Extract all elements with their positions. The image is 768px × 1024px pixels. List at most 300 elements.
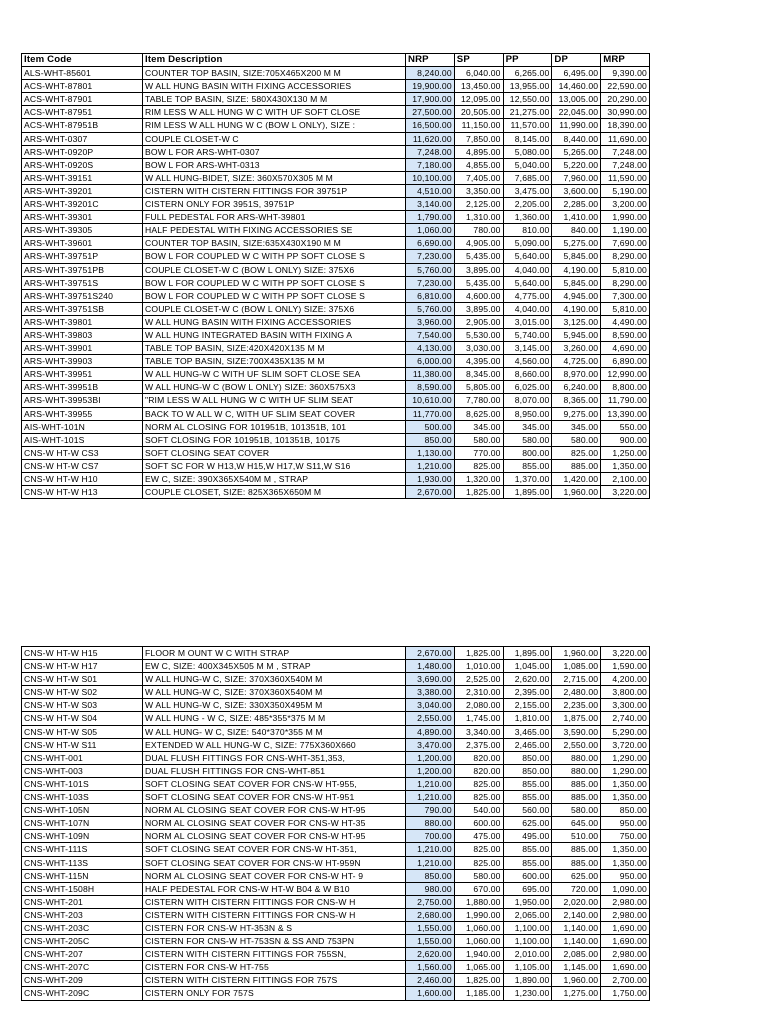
cell-mrp: 950.00 xyxy=(601,817,650,830)
cell-item-description: EW C, SIZE: 390X365X540M M , STRAP xyxy=(143,473,406,486)
cell-mrp: 1,350.00 xyxy=(601,459,650,472)
cell-item-description: CISTERN ONLY FOR 3951S, 39751P xyxy=(143,198,406,211)
cell-item-description: COUNTER TOP BASIN, SIZE:705X465X200 M M xyxy=(143,67,406,80)
cell-sp: 2,080.00 xyxy=(454,699,503,712)
cell-sp: 3,340.00 xyxy=(454,725,503,738)
cell-nrp: 7,180.00 xyxy=(406,158,455,171)
cell-item-code: ALS-WHT-85601 xyxy=(22,67,143,80)
cell-item-code: CNS-WHT-209 xyxy=(22,974,143,987)
cell-sp: 5,435.00 xyxy=(454,276,503,289)
cell-nrp: 10,610.00 xyxy=(406,394,455,407)
cell-item-description: SOFT CLOSING FOR 101951B, 101351B, 10175 xyxy=(143,433,406,446)
cell-item-description: BOW L FOR COUPLED W C WITH PP SOFT CLOSE S xyxy=(143,250,406,263)
cell-item-description: W ALL HUNG-W C, SIZE: 370X360X540M M xyxy=(143,673,406,686)
cell-nrp: 1,130.00 xyxy=(406,446,455,459)
table-row xyxy=(22,751,650,764)
cell-mrp: 4,200.00 xyxy=(601,673,650,686)
cell-dp: 3,260.00 xyxy=(552,342,601,355)
cell-sp: 825.00 xyxy=(454,856,503,869)
cell-item-code: ARS-WHT-39751S240 xyxy=(22,289,143,302)
cell-sp: 580.00 xyxy=(454,869,503,882)
cell-item-description: SOFT CLOSING SEAT COVER FOR CNS-W HT-959N xyxy=(143,856,406,869)
cell-pp: 1,100.00 xyxy=(503,935,552,948)
cell-item-description: W ALL HUNG-W C WITH UF SLIM SOFT CLOSE SEA xyxy=(143,368,406,381)
cell-pp: 800.00 xyxy=(503,446,552,459)
cell-mrp: 3,220.00 xyxy=(601,486,650,499)
cell-dp: 1,140.00 xyxy=(552,935,601,948)
cell-item-code: CNS-WHT-111S xyxy=(22,843,143,856)
cell-mrp: 8,590.00 xyxy=(601,328,650,341)
cell-sp: 11,150.00 xyxy=(454,119,503,132)
cell-pp: 3,145.00 xyxy=(503,342,552,355)
cell-mrp: 22,590.00 xyxy=(601,80,650,93)
cell-sp: 20,505.00 xyxy=(454,106,503,119)
table-row xyxy=(22,289,650,302)
cell-nrp: 7,248.00 xyxy=(406,145,455,158)
cell-item-description: BOW L FOR ARS-WHT-0307 xyxy=(143,145,406,158)
cell-pp: 1,890.00 xyxy=(503,974,552,987)
table-row xyxy=(22,961,650,974)
table-row xyxy=(22,895,650,908)
cell-pp: 345.00 xyxy=(503,420,552,433)
cell-nrp: 1,060.00 xyxy=(406,224,455,237)
table-row xyxy=(22,106,650,119)
cell-dp: 1,420.00 xyxy=(552,473,601,486)
cell-dp: 1,960.00 xyxy=(552,647,601,660)
cell-pp: 5,640.00 xyxy=(503,276,552,289)
table-row xyxy=(22,342,650,355)
cell-item-code: CNS-W HT-W H13 xyxy=(22,486,143,499)
cell-sp: 8,625.00 xyxy=(454,407,503,420)
cell-item-code: ARS-WHT-39751PB xyxy=(22,263,143,276)
cell-item-description: SOFT CLOSING SEAT COVER FOR CNS-W HT-351, xyxy=(143,843,406,856)
cell-pp: 4,560.00 xyxy=(503,355,552,368)
cell-sp: 5,530.00 xyxy=(454,328,503,341)
cell-item-code: CNS-WHT-113S xyxy=(22,856,143,869)
table-row xyxy=(22,869,650,882)
cell-item-description: TABLE TOP BASIN, SIZE:420X420X135 M M xyxy=(143,342,406,355)
cell-item-description: W ALL HUNG INTEGRATED BASIN WITH FIXING A xyxy=(143,328,406,341)
cell-mrp: 4,690.00 xyxy=(601,342,650,355)
cell-sp: 1,745.00 xyxy=(454,712,503,725)
cell-pp: 4,040.00 xyxy=(503,302,552,315)
cell-mrp: 850.00 xyxy=(601,804,650,817)
cell-item-description: BACK TO W ALL W C, WITH UF SLIM SEAT COVER xyxy=(143,407,406,420)
cell-pp: 560.00 xyxy=(503,804,552,817)
table-row xyxy=(22,921,650,934)
cell-sp: 780.00 xyxy=(454,224,503,237)
cell-nrp: 1,210.00 xyxy=(406,843,455,856)
table-row xyxy=(22,830,650,843)
table-row xyxy=(22,843,650,856)
cell-dp: 11,990.00 xyxy=(552,119,601,132)
cell-sp: 3,895.00 xyxy=(454,302,503,315)
table-row xyxy=(22,355,650,368)
cell-item-code: ARS-WHT-39903 xyxy=(22,355,143,368)
cell-dp: 8,365.00 xyxy=(552,394,601,407)
cell-pp: 8,145.00 xyxy=(503,132,552,145)
cell-sp: 345.00 xyxy=(454,420,503,433)
cell-nrp: 700.00 xyxy=(406,830,455,843)
cell-item-code: CNS-WHT-003 xyxy=(22,764,143,777)
cell-sp: 1,060.00 xyxy=(454,935,503,948)
cell-item-code: ARS-WHT-39751SB xyxy=(22,302,143,315)
cell-item-code: CNS-WHT-115N xyxy=(22,869,143,882)
cell-pp: 6,025.00 xyxy=(503,381,552,394)
cell-sp: 2,125.00 xyxy=(454,198,503,211)
cell-pp: 4,040.00 xyxy=(503,263,552,276)
cell-dp: 580.00 xyxy=(552,433,601,446)
cell-nrp: 11,380.00 xyxy=(406,368,455,381)
cell-item-code: CNS-W HT-W S03 xyxy=(22,699,143,712)
cell-mrp: 550.00 xyxy=(601,420,650,433)
cell-mrp: 4,490.00 xyxy=(601,315,650,328)
cell-sp: 1,010.00 xyxy=(454,660,503,673)
cell-mrp: 2,700.00 xyxy=(601,974,650,987)
cell-item-description: NORM AL CLOSING SEAT COVER FOR CNS-W HT-35 xyxy=(143,817,406,830)
cell-dp: 2,140.00 xyxy=(552,908,601,921)
cell-mrp: 1,090.00 xyxy=(601,882,650,895)
table-body-top xyxy=(22,67,650,499)
table-row xyxy=(22,407,650,420)
cell-mrp: 1,350.00 xyxy=(601,791,650,804)
cell-dp: 1,875.00 xyxy=(552,712,601,725)
cell-nrp: 1,210.00 xyxy=(406,459,455,472)
cell-dp: 345.00 xyxy=(552,420,601,433)
cell-nrp: 1,210.00 xyxy=(406,791,455,804)
cell-nrp: 5,760.00 xyxy=(406,302,455,315)
cell-item-description: W ALL HUNG BASIN WITH FIXING ACCESSORIES xyxy=(143,315,406,328)
cell-pp: 1,230.00 xyxy=(503,987,552,1000)
cell-sp: 1,065.00 xyxy=(454,961,503,974)
cell-item-code: AIS-WHT-101S xyxy=(22,433,143,446)
cell-item-description: HALF PEDESTAL FOR CNS-W HT-W B04 & W B10 xyxy=(143,882,406,895)
cell-mrp: 7,300.00 xyxy=(601,289,650,302)
cell-nrp: 1,560.00 xyxy=(406,961,455,974)
table-header-row xyxy=(22,54,650,67)
table-row xyxy=(22,93,650,106)
cell-mrp: 2,740.00 xyxy=(601,712,650,725)
cell-item-code: CNS-WHT-201 xyxy=(22,895,143,908)
table-row xyxy=(22,738,650,751)
table-row xyxy=(22,315,650,328)
cell-pp: 3,465.00 xyxy=(503,725,552,738)
cell-sp: 5,805.00 xyxy=(454,381,503,394)
cell-dp: 5,845.00 xyxy=(552,276,601,289)
cell-dp: 5,265.00 xyxy=(552,145,601,158)
cell-mrp: 2,100.00 xyxy=(601,473,650,486)
cell-item-description: TABLE TOP BASIN, SIZE: 580X430X130 M M xyxy=(143,93,406,106)
cell-pp: 1,895.00 xyxy=(503,647,552,660)
cell-item-code: ACS-WHT-87951 xyxy=(22,106,143,119)
cell-pp: 855.00 xyxy=(503,459,552,472)
cell-mrp: 11,590.00 xyxy=(601,171,650,184)
cell-dp: 13,005.00 xyxy=(552,93,601,106)
cell-item-code: CNS-W HT-W S11 xyxy=(22,738,143,751)
cell-mrp: 1,290.00 xyxy=(601,751,650,764)
cell-dp: 4,725.00 xyxy=(552,355,601,368)
cell-nrp: 11,620.00 xyxy=(406,132,455,145)
cell-pp: 2,155.00 xyxy=(503,699,552,712)
cell-mrp: 1,750.00 xyxy=(601,987,650,1000)
cell-item-code: ARS-WHT-39201C xyxy=(22,198,143,211)
cell-item-code: CNS-WHT-207C xyxy=(22,961,143,974)
cell-mrp: 5,810.00 xyxy=(601,302,650,315)
cell-sp: 1,990.00 xyxy=(454,908,503,921)
cell-item-description: CISTERN ONLY FOR 757S xyxy=(143,987,406,1000)
cell-sp: 770.00 xyxy=(454,446,503,459)
cell-mrp: 3,800.00 xyxy=(601,686,650,699)
cell-pp: 1,100.00 xyxy=(503,921,552,934)
cell-pp: 6,265.00 xyxy=(503,67,552,80)
cell-mrp: 3,720.00 xyxy=(601,738,650,751)
cell-item-description: CISTERN FOR CNS-W HT-353N & S xyxy=(143,921,406,934)
cell-item-code: CNS-W HT-W S05 xyxy=(22,725,143,738)
cell-item-code: ACS-WHT-87901 xyxy=(22,93,143,106)
cell-item-description: W ALL HUNG - W C, SIZE: 485*355*375 M M xyxy=(143,712,406,725)
cell-item-code: ACS-WHT-87951B xyxy=(22,119,143,132)
cell-item-code: ARS-WHT-39803 xyxy=(22,328,143,341)
cell-sp: 1,940.00 xyxy=(454,948,503,961)
cell-mrp: 2,980.00 xyxy=(601,908,650,921)
cell-dp: 8,440.00 xyxy=(552,132,601,145)
cell-mrp: 30,990.00 xyxy=(601,106,650,119)
cell-dp: 1,410.00 xyxy=(552,211,601,224)
cell-item-description: W ALL HUNG-W C, SIZE: 370X360X540M M xyxy=(143,686,406,699)
cell-dp: 880.00 xyxy=(552,764,601,777)
cell-sp: 3,895.00 xyxy=(454,263,503,276)
header-pp: PP xyxy=(503,54,552,67)
cell-item-description: W ALL HUNG-W C, SIZE: 330X350X495M M xyxy=(143,699,406,712)
cell-item-code: CNS-W HT-W H15 xyxy=(22,647,143,660)
cell-item-description: DUAL FLUSH FITTINGS FOR CNS-WHT-351,353, xyxy=(143,751,406,764)
cell-pp: 1,950.00 xyxy=(503,895,552,908)
cell-sp: 825.00 xyxy=(454,791,503,804)
cell-mrp: 3,200.00 xyxy=(601,198,650,211)
cell-item-code: ARS-WHT-39151 xyxy=(22,171,143,184)
cell-sp: 1,825.00 xyxy=(454,486,503,499)
cell-pp: 11,570.00 xyxy=(503,119,552,132)
cell-mrp: 900.00 xyxy=(601,433,650,446)
cell-dp: 625.00 xyxy=(552,869,601,882)
cell-mrp: 9,390.00 xyxy=(601,67,650,80)
cell-item-code: CNS-WHT-105N xyxy=(22,804,143,817)
cell-pp: 580.00 xyxy=(503,433,552,446)
cell-item-description: SOFT CLOSING SEAT COVER FOR CNS-W HT-955, xyxy=(143,777,406,790)
cell-dp: 2,235.00 xyxy=(552,699,601,712)
cell-nrp: 7,540.00 xyxy=(406,328,455,341)
cell-mrp: 1,590.00 xyxy=(601,660,650,673)
cell-item-code: AIS-WHT-101N xyxy=(22,420,143,433)
cell-nrp: 3,690.00 xyxy=(406,673,455,686)
cell-pp: 855.00 xyxy=(503,856,552,869)
cell-dp: 5,275.00 xyxy=(552,237,601,250)
cell-dp: 1,960.00 xyxy=(552,486,601,499)
cell-pp: 495.00 xyxy=(503,830,552,843)
cell-nrp: 2,550.00 xyxy=(406,712,455,725)
cell-dp: 2,020.00 xyxy=(552,895,601,908)
cell-mrp: 20,290.00 xyxy=(601,93,650,106)
cell-dp: 510.00 xyxy=(552,830,601,843)
cell-sp: 4,855.00 xyxy=(454,158,503,171)
cell-item-description: NORM AL CLOSING FOR 101951B, 101351B, 101 xyxy=(143,420,406,433)
table-row xyxy=(22,712,650,725)
cell-sp: 600.00 xyxy=(454,817,503,830)
cell-dp: 825.00 xyxy=(552,446,601,459)
table-row xyxy=(22,686,650,699)
cell-pp: 625.00 xyxy=(503,817,552,830)
cell-pp: 600.00 xyxy=(503,869,552,882)
header-mrp: MRP xyxy=(601,54,650,67)
cell-mrp: 12,990.00 xyxy=(601,368,650,381)
table-row xyxy=(22,263,650,276)
table-row xyxy=(22,158,650,171)
cell-item-description: SOFT SC FOR W H13,W H15,W H17,W S11,W S16 xyxy=(143,459,406,472)
table-row xyxy=(22,791,650,804)
cell-nrp: 10,100.00 xyxy=(406,171,455,184)
cell-dp: 9,275.00 xyxy=(552,407,601,420)
table-row xyxy=(22,420,650,433)
table-row xyxy=(22,132,650,145)
header-dp: DP xyxy=(552,54,601,67)
cell-nrp: 850.00 xyxy=(406,869,455,882)
cell-dp: 885.00 xyxy=(552,777,601,790)
cell-pp: 4,775.00 xyxy=(503,289,552,302)
cell-pp: 5,090.00 xyxy=(503,237,552,250)
cell-item-code: CNS-WHT-101S xyxy=(22,777,143,790)
cell-nrp: 8,590.00 xyxy=(406,381,455,394)
table-row xyxy=(22,777,650,790)
header-nrp: NRP xyxy=(406,54,455,67)
cell-mrp: 5,810.00 xyxy=(601,263,650,276)
cell-pp: 5,080.00 xyxy=(503,145,552,158)
cell-sp: 2,525.00 xyxy=(454,673,503,686)
cell-dp: 4,945.00 xyxy=(552,289,601,302)
cell-item-description: EXTENDED W ALL HUNG-W C, SIZE: 775X360X660 xyxy=(143,738,406,751)
cell-sp: 540.00 xyxy=(454,804,503,817)
cell-nrp: 1,210.00 xyxy=(406,856,455,869)
cell-mrp: 7,248.00 xyxy=(601,145,650,158)
cell-item-description: CISTERN WITH CISTERN FITTINGS FOR CNS-W H xyxy=(143,908,406,921)
cell-dp: 885.00 xyxy=(552,856,601,869)
cell-dp: 1,140.00 xyxy=(552,921,601,934)
cell-dp: 4,190.00 xyxy=(552,302,601,315)
cell-item-description: CISTERN WITH CISTERN FITTINGS FOR 755SN, xyxy=(143,948,406,961)
cell-item-code: ARS-WHT-39201 xyxy=(22,184,143,197)
table-body-bottom xyxy=(22,647,650,1001)
cell-dp: 8,970.00 xyxy=(552,368,601,381)
cell-mrp: 3,220.00 xyxy=(601,647,650,660)
cell-nrp: 980.00 xyxy=(406,882,455,895)
header-item-description: Item Description xyxy=(143,54,406,67)
cell-pp: 2,620.00 xyxy=(503,673,552,686)
cell-item-code: ARS-WHT-39951 xyxy=(22,368,143,381)
cell-dp: 4,190.00 xyxy=(552,263,601,276)
cell-dp: 2,085.00 xyxy=(552,948,601,961)
cell-item-code: CNS-WHT-103S xyxy=(22,791,143,804)
cell-sp: 1,185.00 xyxy=(454,987,503,1000)
cell-nrp: 3,960.00 xyxy=(406,315,455,328)
cell-item-code: ARS-WHT-39751P xyxy=(22,250,143,263)
table-row xyxy=(22,198,650,211)
cell-item-code: CNS-WHT-107N xyxy=(22,817,143,830)
cell-nrp: 2,670.00 xyxy=(406,647,455,660)
cell-sp: 4,895.00 xyxy=(454,145,503,158)
table-row xyxy=(22,948,650,961)
cell-mrp: 6,890.00 xyxy=(601,355,650,368)
table-row xyxy=(22,908,650,921)
cell-dp: 645.00 xyxy=(552,817,601,830)
cell-item-code: ARS-WHT-0920S xyxy=(22,158,143,171)
cell-nrp: 17,900.00 xyxy=(406,93,455,106)
cell-pp: 2,205.00 xyxy=(503,198,552,211)
cell-sp: 5,435.00 xyxy=(454,250,503,263)
cell-dp: 2,715.00 xyxy=(552,673,601,686)
cell-dp: 1,085.00 xyxy=(552,660,601,673)
cell-pp: 3,475.00 xyxy=(503,184,552,197)
cell-nrp: 1,600.00 xyxy=(406,987,455,1000)
cell-nrp: 27,500.00 xyxy=(406,106,455,119)
cell-item-description: SOFT CLOSING SEAT COVER FOR CNS-W HT-951 xyxy=(143,791,406,804)
cell-sp: 825.00 xyxy=(454,843,503,856)
table-row xyxy=(22,817,650,830)
cell-item-description: W ALL HUNG-W C (BOW L ONLY) SIZE: 360X575X3 xyxy=(143,381,406,394)
cell-dp: 7,960.00 xyxy=(552,171,601,184)
price-table-bottom xyxy=(21,646,650,1001)
cell-item-description: W ALL HUNG-BIDET, SIZE: 360X570X305 M M xyxy=(143,171,406,184)
cell-nrp: 850.00 xyxy=(406,433,455,446)
cell-item-description: RIM LESS W ALL HUNG W C WITH UF SOFT CLOSE xyxy=(143,106,406,119)
cell-mrp: 8,290.00 xyxy=(601,250,650,263)
table-row xyxy=(22,67,650,80)
cell-dp: 3,125.00 xyxy=(552,315,601,328)
table-row xyxy=(22,647,650,660)
table-row xyxy=(22,882,650,895)
cell-sp: 1,825.00 xyxy=(454,647,503,660)
cell-dp: 1,960.00 xyxy=(552,974,601,987)
cell-sp: 13,450.00 xyxy=(454,80,503,93)
table-row xyxy=(22,699,650,712)
cell-pp: 1,370.00 xyxy=(503,473,552,486)
cell-item-code: ARS-WHT-39601 xyxy=(22,237,143,250)
cell-item-description: NORM AL CLOSING SEAT COVER FOR CNS-W HT-95 xyxy=(143,830,406,843)
cell-item-description: W ALL HUNG BASIN WITH FIXING ACCESSORIES xyxy=(143,80,406,93)
cell-nrp: 11,770.00 xyxy=(406,407,455,420)
cell-nrp: 6,000.00 xyxy=(406,355,455,368)
cell-mrp: 2,980.00 xyxy=(601,895,650,908)
cell-mrp: 18,390.00 xyxy=(601,119,650,132)
cell-pp: 1,360.00 xyxy=(503,211,552,224)
cell-item-description: COUPLE CLOSET-W C (BOW L ONLY) SIZE: 375X6 xyxy=(143,263,406,276)
cell-item-code: CNS-WHT-203 xyxy=(22,908,143,921)
cell-sp: 12,095.00 xyxy=(454,93,503,106)
cell-item-description: RIM LESS W ALL HUNG W C (BOW L ONLY), SIZE : xyxy=(143,119,406,132)
cell-sp: 4,905.00 xyxy=(454,237,503,250)
cell-pp: 5,640.00 xyxy=(503,250,552,263)
cell-dp: 880.00 xyxy=(552,751,601,764)
cell-item-code: CNS-WHT-001 xyxy=(22,751,143,764)
cell-item-description: CISTERN FOR CNS-W HT-753SN & SS AND 753PN xyxy=(143,935,406,948)
table-row xyxy=(22,433,650,446)
cell-item-description: CISTERN WITH CISTERN FITTINGS FOR CNS-W H xyxy=(143,895,406,908)
cell-mrp: 5,290.00 xyxy=(601,725,650,738)
cell-mrp: 7,248.00 xyxy=(601,158,650,171)
cell-item-description: EW C, SIZE: 400X345X505 M M , STRAP xyxy=(143,660,406,673)
cell-pp: 2,065.00 xyxy=(503,908,552,921)
cell-mrp: 1,190.00 xyxy=(601,224,650,237)
cell-sp: 2,375.00 xyxy=(454,738,503,751)
cell-item-code: ARS-WHT-39305 xyxy=(22,224,143,237)
